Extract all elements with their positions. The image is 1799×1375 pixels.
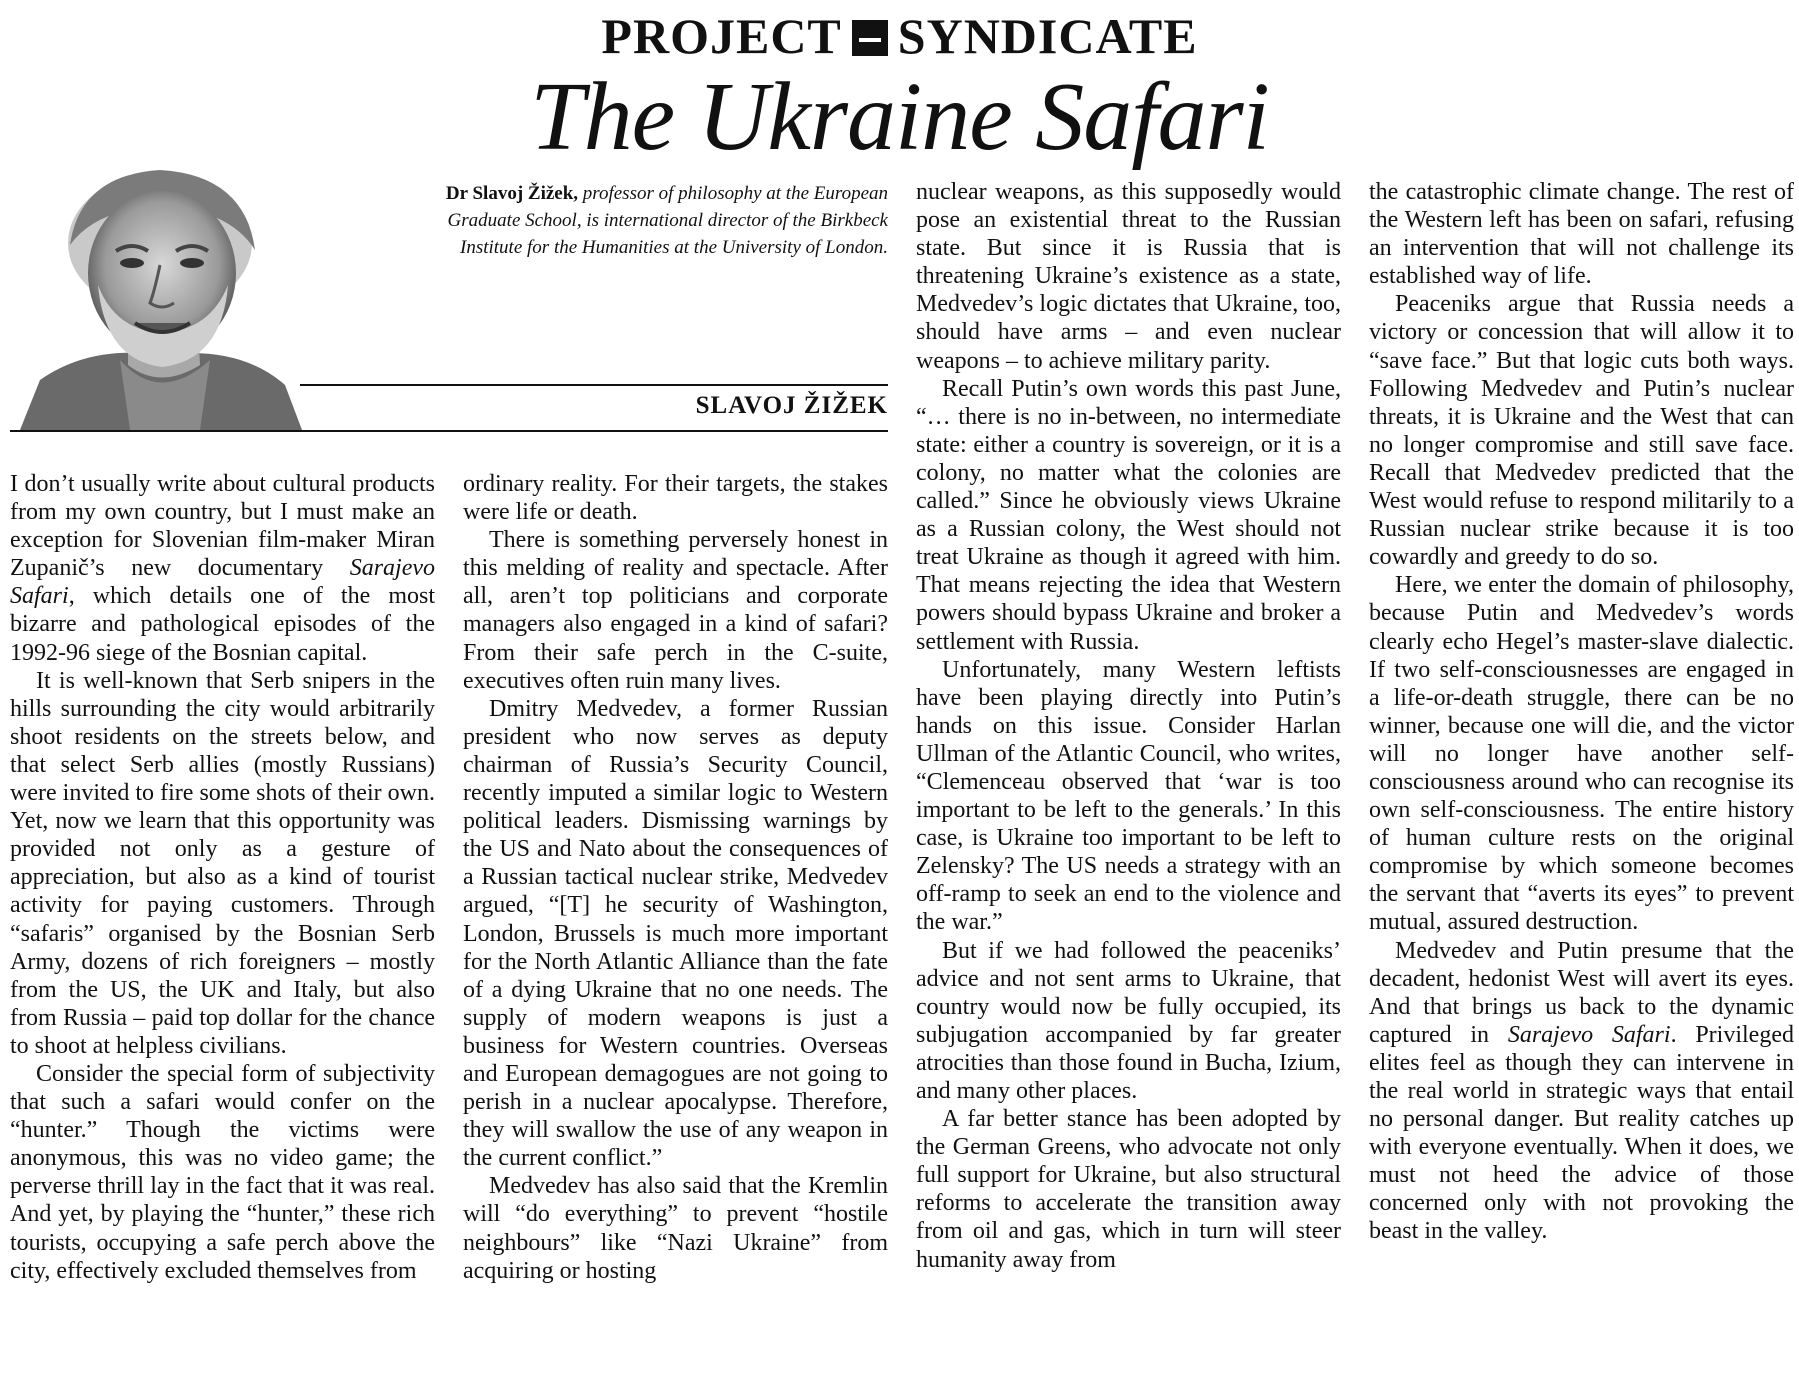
paragraph-text: Recall Putin’s own words this past June, “… there is no in-between, no intermediate state: either a country is sovereign, or it is a colony, no matter what the colonies are called.” Since he obviously views Ukraine as a Russian colony, the West should not treat Ukraine as though it agreed with him. That means rejecting the idea that Western powers should bypass Ukraine and broker a settlement with Russia. [916, 375, 1341, 655]
paragraph [916, 178, 1341, 375]
masthead-right: SYNDICATE [897, 8, 1198, 64]
paragraph [916, 656, 1341, 937]
paragraph-text: nuclear weapons, as this supposedly would pose an existential threat to the Russian state. But since it is Russia that is threatening Ukraine’s existence as a state, Medvedev’s logic dictates that Ukraine, too, should have arms – and even nuclear weapons – to achieve military parity. [916, 179, 1341, 374]
byline-bottom-rule [10, 430, 888, 432]
paragraph [916, 375, 1341, 656]
paragraph [916, 1105, 1341, 1274]
paragraph [10, 470, 435, 667]
paragraph-text: I don’t usually write about cultural products from my own country, but I must make an exception for Slovenian film-maker Miran Zupanič’s new documentary Sarajevo Safari, which details one of the most bizarre and pathological episodes of the 1992-96 siege of the Bosnian capital. [10, 471, 435, 666]
paragraph-text: ordinary reality. For their targets, the stakes were life or death. [463, 471, 888, 526]
paragraph-text: But if we had followed the peaceniks’ advice and not sent arms to Ukraine, that country would now be fully occupied, its subjugation accompanied by far greater atrocities than those found in Bucha, Izium, and many other places. [916, 937, 1341, 1104]
paragraph [10, 667, 435, 1060]
article-headline: The Ukraine Safari [530, 63, 1269, 171]
author-photo [10, 155, 310, 430]
paragraph-text: the catastrophic climate change. The rest of the Western left has been on safari, refusing an intervention that will not challenge its established way of life. [1369, 179, 1794, 290]
paragraph-text: Here, we enter the domain of philosophy, because Putin and Medvedev’s words clearly echo Hegel’s master-slave dialectic. If two self-consciousnesses are engaged in a life-or-death struggle, there can be no winner, because one will die, and the victor will no longer have another self-consciousness around who can recognise its own self-consciousness. The entire history of human culture rests on the original compromise by which someone becomes the servant that “averts its eyes” to prevent mutual, assured destruction. [1369, 572, 1794, 936]
paragraph-text: Peaceniks argue that Russia needs a victory or concession that will allow it to “save face.” But that logic cuts both ways. Following Medvedev and Putin’s nuclear threats, it is Ukraine and the West that can no longer compromise and still save face. Recall that Medvedev predicted that the West would refuse to respond militarily to a Russian nuclear strike because it is too cowardly and greedy to do so. [1369, 291, 1794, 571]
bio-description: professor of philosophy at the European Graduate School, is international director of the Birkbeck Institute for the Humanities at the University of London. [447, 183, 888, 258]
article-column-2 [463, 470, 888, 1285]
byline-top-rule [300, 384, 888, 386]
paragraph-text: Dmitry Medvedev, a former Russian president who now serves as deputy chairman of Russia’s Security Council, recently imputed a similar logic to Western political leaders. Dismissing warnings by the US and Nato about the consequences of a Russian tactical nuclear strike, Medvedev argued, “[T] he security of Washington, London, Brussels is much more important for the North Atlantic Alliance than the fate of a dying Ukraine that no one needs. The supply of modern weapons is just a business for Western countries. Overseas and European demagogues are not going to perish in a nuclear apocalypse. Therefore, they will swallow the use of any weapon in the current conflict.” [463, 695, 888, 1172]
article-column-1 [10, 470, 435, 1285]
film-title: Sarajevo Safari [10, 555, 435, 610]
masthead-left: PROJECT [601, 8, 842, 64]
paragraph [1369, 290, 1794, 571]
film-title: Sarajevo Safari [1507, 1021, 1671, 1048]
bio-name: Dr Slavoj Žižek, [445, 183, 579, 204]
paragraph [463, 526, 888, 695]
paragraph [463, 695, 888, 1173]
paragraph [463, 1172, 888, 1284]
paragraph-text: Medvedev and Putin presume that the decadent, hedonist West will avert its eyes. And that brings us back to the dynamic captured in Sarajevo Safari. Privileged elites feel as though they can intervene in the real world in strategic ways that entail no personal danger. But reality catches up with everyone eventually. When it does, we must not heed the advice of those concerned only with not provoking the beast in the valley. [1369, 937, 1794, 1245]
paragraph-text: It is well-known that Serb snipers in the hills surrounding the city would arbitrarily shoot residents on the streets below, and that select Serb allies (mostly Russians) were invited to fire some shots of their own. Yet, now we learn that this opportunity was provided not only as a gesture of appreciation, but also as a kind of tourist activity for paying customers. Through “safaris” organised by the Bosnian Serb Army, dozens of rich foreigners – mostly from the US, the UK and Italy, but also from Russia – paid top dollar for the chance to shoot at helpless civilians. [10, 667, 435, 1059]
paragraph-text: A far better stance has been adopted by the German Greens, who advocate not only full support for Ukraine, but also structural reforms to accelerate the transition away from oil and gas, which in turn will steer humanity away from [916, 1106, 1341, 1273]
paragraph-text: Unfortunately, many Western leftists have been playing directly into Putin’s hands on this issue. Consider Harlan Ullman of the Atlantic Council, who writes, “Clemenceau observed that ‘war is too important to be left to the generals.’ In this case, is Ukraine too important to be left to Zelensky? The US needs a strategy with an off-ramp to seek an end to the violence and the war.” [916, 656, 1341, 936]
paragraph [1369, 571, 1794, 936]
paragraph [1369, 178, 1794, 290]
paragraph [916, 937, 1341, 1106]
project-syndicate-logo-icon [852, 20, 888, 56]
paragraph-text: There is something perversely honest in this melding of reality and spectacle. After all, aren’t top politicians and corporate managers also engaged in a kind of safari? From their safe perch in the C-suite, executives often ruin many lives. [463, 527, 888, 694]
publication-masthead [0, 8, 1799, 64]
paragraph [10, 1060, 435, 1285]
article-column-4 [1369, 178, 1794, 1246]
paragraph [463, 470, 888, 526]
byline: SLAVOJ ŽIŽEK [695, 392, 888, 419]
paragraph [1369, 937, 1794, 1246]
article-column-3 [916, 178, 1341, 1274]
paragraph-text: Consider the special form of subjectivity that such a safari would confer on the “hunter.” Though the victims were anonymous, this was no video game; the perverse thrill lay in the fact that it was real. And yet, by playing the “hunter,” these rich tourists, occupying a safe perch above the city, effectively excluded themselves from [10, 1060, 435, 1284]
author-bio [440, 180, 888, 261]
paragraph-text: Medvedev has also said that the Kremlin will “do everything” to prevent “hostile neighbours” like “Nazi Ukraine” from acquiring or hosting [463, 1173, 888, 1284]
